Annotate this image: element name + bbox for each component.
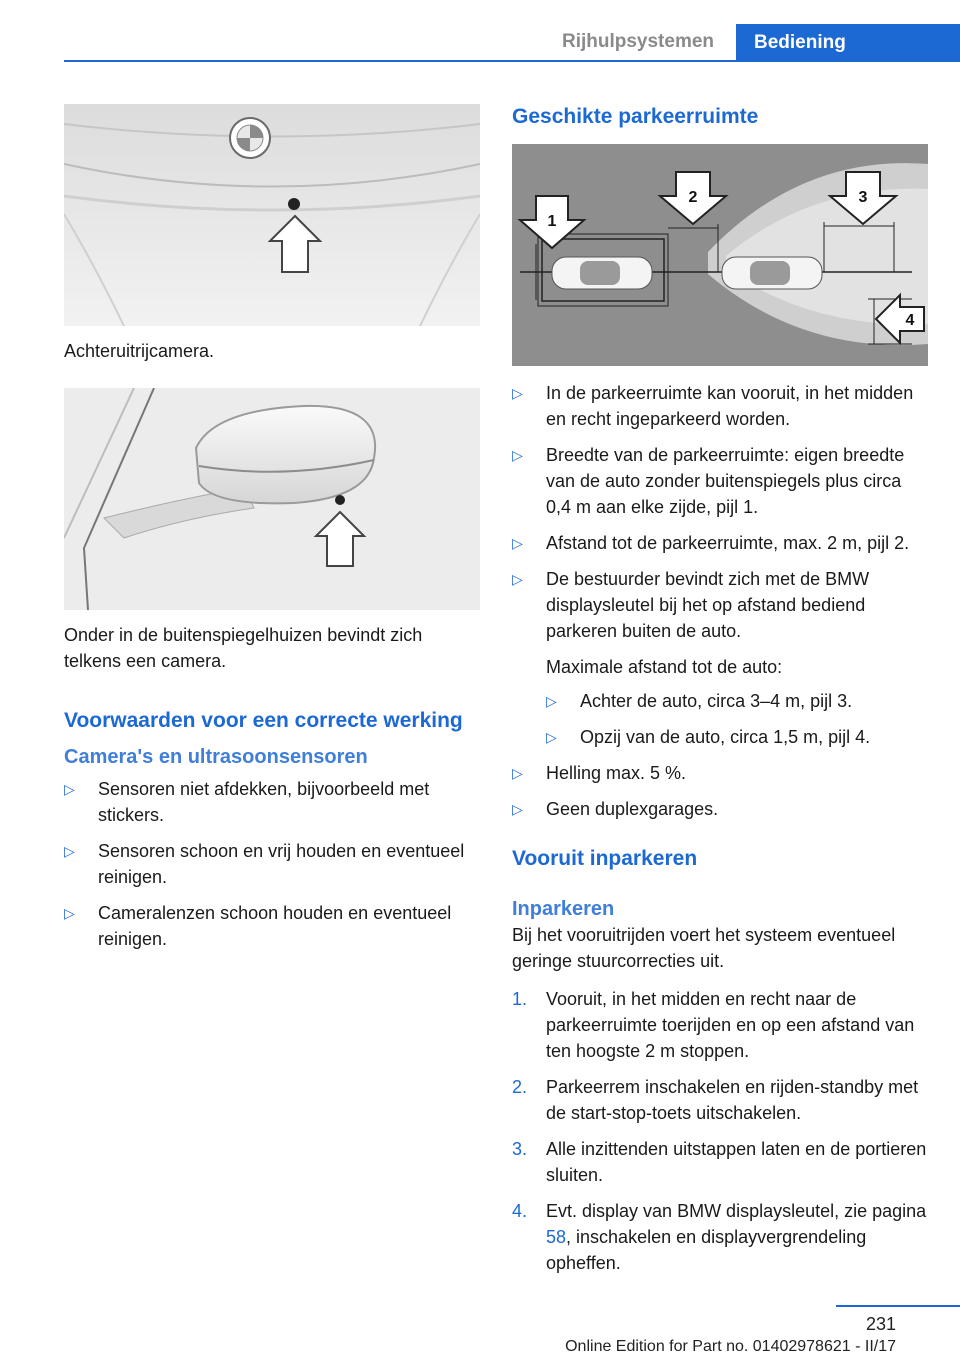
list-item: ▷ Sensoren niet afdekken, bijvoorbeeld met stickers. [64, 776, 480, 828]
page-number: 231 [865, 1314, 896, 1334]
list-item: ▷ Helling max. 5 %. [512, 760, 928, 786]
list-item: 4. Evt. display van BMW displaysleutel, zie pagina 58, inschakelen en displayvergrendeling opheffen. [512, 1201, 927, 1273]
conditions-heading: Voorwaarden voor een correcte werking [64, 709, 463, 732]
mirror-camera-caption: Onder in de buitenspiegelhuizen bevindt zich telkens een camera. [64, 625, 423, 671]
footer-rule [836, 1305, 960, 1307]
parking-space-diagram [512, 144, 928, 366]
header-rule [64, 60, 960, 62]
rear-camera-figure [64, 104, 480, 326]
diagram-label-1: 1 [547, 213, 557, 230]
diagram-label-3: 3 [858, 189, 868, 206]
triangle-bullet-icon: ▷ [512, 571, 523, 587]
list-item: ▷ Breedte van de parkeerruimte: eigen breedte van de auto zonder buitenspiegels plus circa 0,4 m aan elke zijde, pijl 1. [512, 442, 928, 520]
triangle-bullet-icon: ▷ [546, 693, 557, 709]
list-item: ▷ Cameralenzen schoon houden en eventueel reinigen. [64, 900, 480, 952]
list-item: ▷ Afstand tot de parkeerruimte, max. 2 m, pijl 2. [512, 530, 928, 556]
list-item: 1. Vooruit, in het midden en recht naar de parkeerruimte toerijden en op een afstand van ten hoogste 2 m stoppen. [512, 989, 915, 1061]
chapter-tab: Bediening [736, 24, 960, 62]
triangle-bullet-icon: ▷ [512, 801, 523, 817]
forward-parking-heading: Vooruit inparkeren [512, 847, 698, 870]
parking-bullet-list [512, 380, 928, 822]
parking-steps [512, 986, 928, 1276]
left-conditions-section [64, 708, 480, 962]
max-distance-note: Maximale afstand tot de auto: [546, 657, 783, 677]
list-item: ▷ Opzij van de auto, circa 1,5 m, pijl 4. [546, 724, 928, 750]
triangle-bullet-icon: ▷ [512, 765, 523, 781]
list-item: 2. Parkeerrem inschakelen en rijden-standby met de start-stop-toets uitschakelen. [512, 1077, 919, 1123]
cameras-sensors-subheading: Camera's en ultrasoonsensoren [64, 746, 368, 768]
list-item: ▷ Sensoren schoon en vrij houden en eventueel reinigen. [64, 838, 480, 890]
page-reference-link[interactable]: 58 [546, 1227, 567, 1247]
parking-conditions-section [512, 380, 928, 832]
parking-intro: Bij het vooruitrijden voert het systeem eventueel geringe stuurcorrecties uit. [512, 925, 896, 971]
list-item: ▷ De bestuurder bevindt zich met de BMW displaysleutel bij het op afstand bediend parkeren buiten de auto. Maximale afstand tot de auto: ▷ Achter de auto, circa 3–4 m, pijl 3. ▷ Opzij van de auto, circa 1,5 m, pijl 4. [512, 566, 928, 750]
mirror-camera-figure [64, 388, 480, 610]
parking-space-heading: Geschikte parkeerruimte [512, 105, 759, 128]
triangle-bullet-icon: ▷ [64, 843, 75, 859]
triangle-bullet-icon: ▷ [546, 729, 557, 745]
page-header [0, 0, 960, 64]
list-item: ▷ Geen duplexgarages. [512, 796, 928, 822]
triangle-bullet-icon: ▷ [64, 781, 75, 797]
distance-bullet-list [546, 688, 928, 750]
list-item: ▷ Achter de auto, circa 3–4 m, pijl 3. [546, 688, 928, 714]
triangle-bullet-icon: ▷ [512, 535, 523, 551]
triangle-bullet-icon: ▷ [64, 905, 75, 921]
list-item: ▷ In de parkeerruimte kan vooruit, in het midden en recht ingeparkeerd worden. [512, 380, 928, 432]
triangle-bullet-icon: ▷ [512, 447, 523, 463]
diagram-label-4: 4 [905, 312, 915, 329]
triangle-bullet-icon: ▷ [512, 385, 523, 401]
forward-parking-section [512, 846, 928, 1286]
section-tab: Rijhulpsystemen [561, 31, 715, 52]
sensor-bullet-list [64, 776, 480, 952]
parking-in-subheading: Inparkeren [512, 898, 615, 920]
edition-note: Online Edition for Part no. 01402978621 - II/17 [565, 1338, 896, 1355]
diagram-label-2: 2 [688, 189, 698, 206]
list-item: 3. Alle inzittenden uitstappen laten en de portieren sluiten. [512, 1139, 927, 1185]
rear-camera-caption: Achteruitrijcamera. [64, 341, 215, 361]
